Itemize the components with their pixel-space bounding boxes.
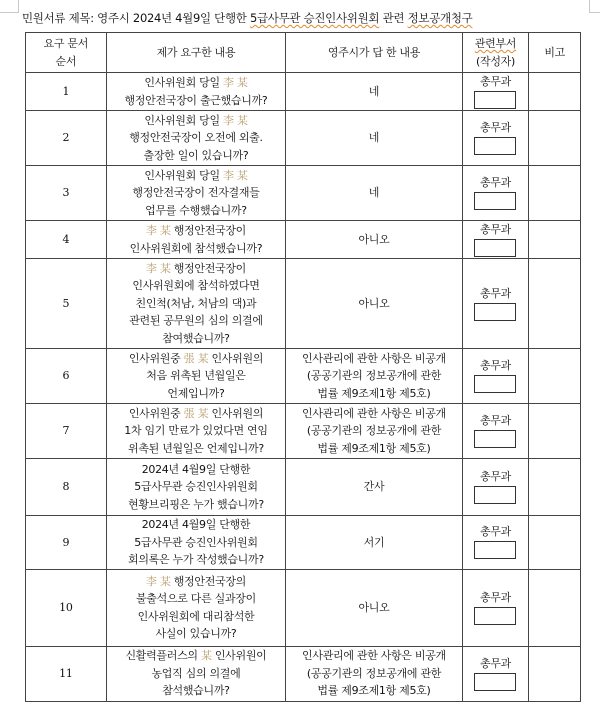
- hanja-name: 李: [145, 224, 157, 237]
- dept-label: 총무과: [480, 590, 511, 604]
- row-number: 3: [26, 166, 107, 221]
- answer-cell: [286, 111, 462, 166]
- hanja-name: 某: [197, 351, 209, 365]
- note-cell: [529, 646, 581, 701]
- request-cell: [106, 404, 286, 459]
- answer-line: 법률 제9조제1항 제5호): [317, 684, 431, 698]
- request-cell: [106, 221, 286, 259]
- dept-cell: [462, 259, 529, 349]
- request-line: 위촉된 년월일은 언제입니까?: [128, 441, 264, 455]
- request-cell: [106, 646, 286, 701]
- title-keyword-1: 5급사무관 승진인사위원회: [249, 11, 380, 25]
- dept-cell: [462, 166, 529, 221]
- header-dept: 관련부서 (작성자): [462, 33, 529, 73]
- answer-line: 인사관리에 관한 사항은 비공개: [302, 351, 446, 365]
- request-line: 농업직 심의 의결에: [151, 666, 241, 680]
- answer-line: 법률 제9조제1항 제5호): [317, 441, 431, 455]
- request-line: 李 某 행정안전국장이: [145, 261, 246, 275]
- title-prefix: 민원서류 제목: 영주시 2024년 4월9일 단행한: [22, 11, 250, 25]
- request-line: 참석했습니까?: [162, 684, 230, 698]
- answer-line: 네: [368, 131, 380, 145]
- request-line: 인사위원회에 참석하였다면: [132, 279, 260, 293]
- request-line: 출장한 일이 있습니까?: [143, 148, 249, 162]
- request-line: 관련된 공무원의 심의 의결에: [129, 314, 263, 328]
- answer-line: 아니오: [358, 600, 390, 614]
- author-input-box[interactable]: [474, 375, 516, 393]
- request-line: 인사위원중 張 某 인사위원의: [128, 406, 264, 420]
- dept-label: 총무과: [480, 414, 511, 427]
- answer-cell: [286, 646, 462, 701]
- hanja-name: 某: [236, 168, 248, 182]
- hanja-name: 張: [183, 406, 195, 420]
- request-line: 업무를 수행했습니까?: [145, 203, 247, 217]
- request-line: 인사위원회에 대리참석한: [137, 609, 255, 623]
- request-line: 2024년 4월9일 단행한: [141, 462, 251, 476]
- row-number: 2: [26, 111, 107, 166]
- table-header-row: [26, 33, 581, 73]
- request-line: 5급사무관 승진인사위원회: [134, 535, 258, 549]
- answer-line: 서기: [363, 535, 385, 549]
- hanja-name: 某: [200, 649, 212, 663]
- answer-cell: [286, 349, 462, 404]
- request-line: 회의록은 누가 작성했습니까?: [128, 553, 264, 566]
- request-line: 인사위원중 張 某 인사위원의: [128, 351, 264, 365]
- hanja-name: 某: [236, 76, 248, 89]
- request-line: 李 某 행정안전국장의: [145, 574, 246, 588]
- header-answer: 영주시가 답 한 내용: [286, 33, 462, 73]
- request-line: 현황브리핑은 누가 했습니까?: [128, 497, 264, 511]
- request-line: 행정안전국장이 출근했습니까?: [124, 93, 268, 107]
- request-line: 2024년 4월9일 단행한: [141, 518, 251, 531]
- answer-line: 간사: [363, 480, 385, 494]
- hanja-name: 張: [183, 351, 195, 365]
- dept-label: 총무과: [480, 222, 511, 236]
- request-line: 5급사무관 승진인사위원회: [134, 480, 258, 494]
- request-cell: [106, 259, 286, 349]
- row-number: 8: [26, 459, 107, 516]
- author-input-box[interactable]: [474, 239, 516, 257]
- hanja-name: 李: [145, 574, 157, 588]
- answer-line: 네: [368, 186, 380, 200]
- request-line: 친인척(처남, 처남의 댁)과: [135, 296, 257, 310]
- row-number: 11: [26, 646, 107, 701]
- dept-label: 총무과: [480, 286, 511, 300]
- request-line: 사실이 있습니까?: [155, 627, 237, 640]
- hanja-name: 李: [145, 261, 157, 275]
- answer-cell: [286, 516, 462, 570]
- dept-label: 총무과: [480, 74, 511, 88]
- request-line: 참여했습니까?: [162, 331, 230, 345]
- request-line: 인사위원회 당일 李 某: [144, 76, 248, 89]
- table-row: [26, 569, 581, 646]
- note-cell: [529, 459, 581, 516]
- answer-line: (공공기관의 정보공개에 관한: [306, 666, 442, 680]
- row-number: 5: [26, 259, 107, 349]
- note-cell: [529, 111, 581, 166]
- table-row: [26, 349, 581, 404]
- author-input-box[interactable]: [474, 607, 516, 625]
- request-cell: [106, 166, 286, 221]
- answer-cell: [286, 73, 462, 111]
- hanja-name: 李: [223, 168, 234, 182]
- dept-cell: [462, 111, 529, 166]
- hanja-name: 某: [197, 406, 209, 420]
- table-row: [26, 166, 581, 221]
- answer-line: 법률 제9조제1항 제5호): [317, 386, 431, 400]
- request-line: 언제입니까?: [167, 386, 225, 400]
- dept-cell: [462, 646, 529, 701]
- header-request: 제가 요구한 내용: [106, 33, 286, 73]
- row-number: 7: [26, 404, 107, 459]
- table-row: [26, 221, 581, 259]
- document-title: [22, 10, 472, 26]
- hanja-name: 某: [159, 261, 171, 275]
- request-line: 李 某 행정안전국장이: [145, 224, 246, 237]
- title-keyword-2: 정보공개청구: [407, 11, 473, 25]
- request-line: 신활력플러스의 某 인사위원이: [125, 649, 267, 663]
- hanja-name: 某: [159, 224, 171, 237]
- note-cell: [529, 404, 581, 459]
- dept-label: 총무과: [480, 121, 511, 134]
- answer-cell: [286, 166, 462, 221]
- request-cell: [106, 516, 286, 570]
- note-cell: [529, 516, 581, 570]
- author-input-box[interactable]: [474, 137, 516, 155]
- note-cell: [529, 349, 581, 404]
- request-line: 1차 임기 만료가 있었다면 연임: [124, 424, 268, 438]
- title-mid: 관련: [379, 11, 408, 25]
- row-number: 6: [26, 349, 107, 404]
- request-line: 인사위원회 당일 李 某: [144, 168, 248, 182]
- dept-label: 총무과: [480, 176, 511, 189]
- table-row: [26, 516, 581, 570]
- table-row: [26, 404, 581, 459]
- dept-cell: [462, 221, 529, 259]
- row-number: 4: [26, 221, 107, 259]
- dept-label: 총무과: [480, 656, 511, 670]
- request-cell: [106, 111, 286, 166]
- request-cell: [106, 569, 286, 646]
- answer-line: 인사관리에 관한 사항은 비공개: [302, 406, 446, 420]
- request-cell: [106, 73, 286, 111]
- request-line: 처음 위촉된 년월일은: [146, 369, 246, 383]
- author-input-box[interactable]: [474, 91, 516, 109]
- request-line: 인사위원회 당일 李 某: [144, 113, 248, 127]
- dept-label: 총무과: [480, 359, 511, 372]
- hanja-name: 某: [236, 113, 248, 127]
- request-line: 불출석으로 다른 실과장이: [135, 592, 256, 605]
- dept-cell: [462, 459, 529, 516]
- note-cell: [529, 259, 581, 349]
- answer-line: 아니오: [358, 232, 390, 246]
- author-input-box[interactable]: [474, 541, 516, 559]
- header-note: 비고: [529, 33, 581, 73]
- note-cell: [529, 569, 581, 646]
- request-table: [25, 32, 581, 702]
- dept-label: 총무과: [480, 525, 511, 539]
- answer-line: (공공기관의 정보공개에 관한: [306, 369, 442, 383]
- author-input-box[interactable]: [474, 430, 516, 448]
- answer-line: 네: [368, 84, 380, 98]
- table-row: [26, 73, 581, 111]
- author-input-box[interactable]: [474, 303, 516, 321]
- request-line: 행정안전국장이 전자결재들: [132, 186, 260, 200]
- note-cell: [529, 73, 581, 111]
- dept-label: 총무과: [480, 470, 511, 483]
- request-cell: [106, 459, 286, 516]
- table-row: [26, 646, 581, 701]
- row-number: 10: [26, 569, 107, 646]
- answer-cell: [286, 459, 462, 516]
- hanja-name: 李: [223, 76, 234, 89]
- dept-cell: [462, 569, 529, 646]
- hanja-name: 李: [223, 113, 234, 127]
- request-line: 인사위원회에 참석했습니까?: [129, 241, 263, 255]
- row-number: 9: [26, 516, 107, 570]
- table-row: [26, 459, 581, 516]
- page-corner-mark-right: [589, 0, 600, 13]
- note-cell: [529, 166, 581, 221]
- note-cell: [529, 221, 581, 259]
- answer-cell: [286, 404, 462, 459]
- dept-cell: [462, 349, 529, 404]
- hanja-name: 某: [159, 574, 171, 588]
- author-input-box[interactable]: [474, 673, 516, 691]
- row-number: 1: [26, 73, 107, 111]
- author-input-box[interactable]: [474, 486, 516, 504]
- author-input-box[interactable]: [474, 192, 516, 210]
- answer-line: 아니오: [358, 296, 390, 310]
- request-line: 행정안전국장이 오전에 외출.: [129, 131, 263, 145]
- answer-cell: [286, 259, 462, 349]
- answer-line: 인사관리에 관한 사항은 비공개: [302, 649, 446, 663]
- request-cell: [106, 349, 286, 404]
- dept-cell: [462, 516, 529, 570]
- dept-cell: [462, 73, 529, 111]
- dept-cell: [462, 404, 529, 459]
- page-corner-mark-left: [0, 0, 19, 13]
- header-no: 요구 문서 순서: [26, 33, 107, 73]
- answer-cell: [286, 569, 462, 646]
- answer-line: (공공기관의 정보공개에 관한: [306, 424, 442, 438]
- table-row: [26, 259, 581, 349]
- table-row: [26, 111, 581, 166]
- answer-cell: [286, 221, 462, 259]
